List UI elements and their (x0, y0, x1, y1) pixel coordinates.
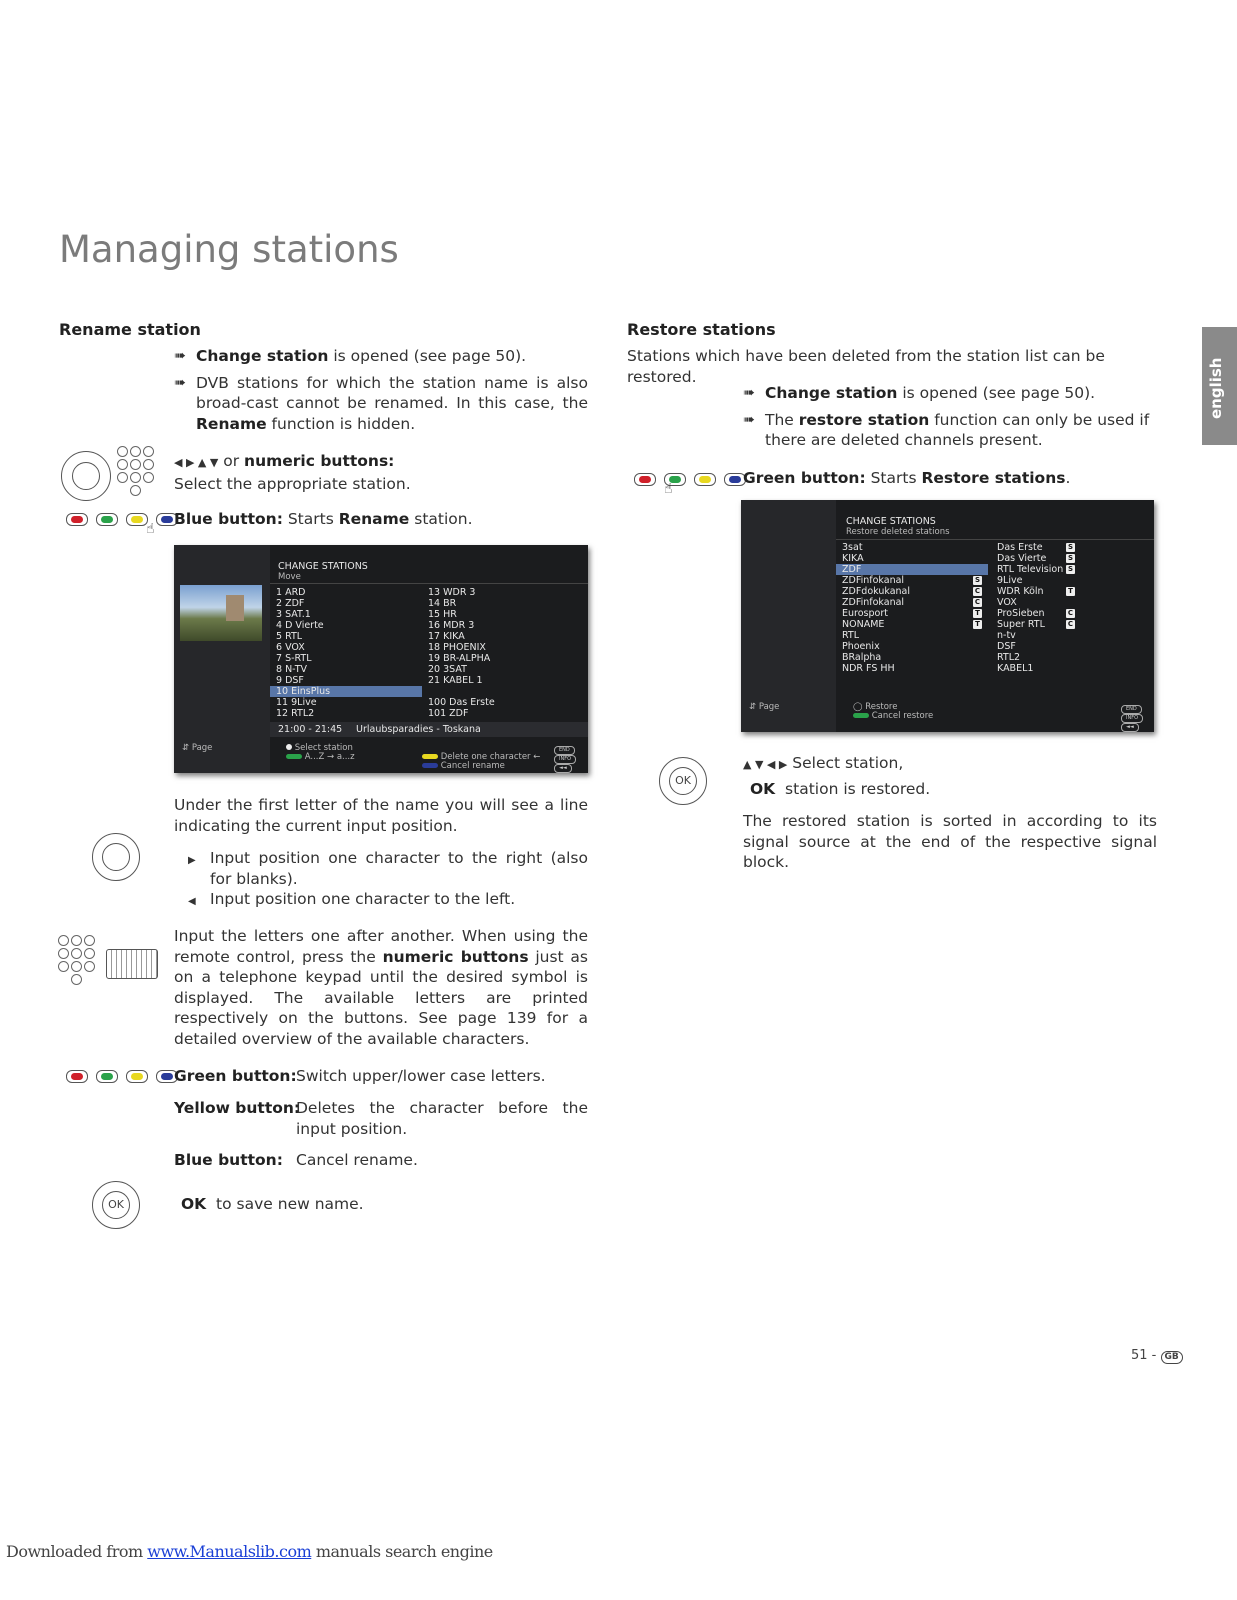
key-end-label: END (554, 746, 575, 755)
station-row (270, 587, 422, 598)
language-tab (1202, 327, 1237, 445)
arrow-keys-icon: ▲ ▼ ◀ ▶ (743, 758, 788, 771)
station-row (991, 630, 1081, 641)
screen-title: CHANGE STATIONS (846, 516, 936, 527)
station-name: RTL (842, 630, 860, 641)
station-name: 18 PHOENIX (428, 642, 486, 653)
text: Select the appropriate station. (174, 474, 411, 493)
station-name: 20 3SAT (428, 664, 467, 675)
move-left-step (188, 889, 588, 910)
station-row (422, 631, 546, 642)
text: Input position one character to the right (also for blanks). (210, 849, 588, 888)
cancel-restore-hint (853, 711, 933, 721)
page-updown-icon: ⇵ (182, 743, 192, 753)
station-name: Super RTL (997, 619, 1045, 630)
key-back (554, 761, 572, 773)
az-hint-text: A...Z → a...z (304, 752, 355, 762)
station-row (422, 697, 546, 708)
red-button-icon (66, 513, 88, 526)
text: or (218, 452, 245, 470)
screen-title: CHANGE STATIONS (278, 561, 368, 572)
station-name: ZDFdokukanal (842, 586, 910, 597)
station-row (836, 630, 988, 641)
bold-text: Rename (196, 414, 267, 433)
text: Starts (865, 469, 922, 487)
key-back-label: ◄◄ (554, 764, 572, 773)
station-name: ZDF (842, 564, 862, 575)
navigation-pad-icon (61, 451, 111, 501)
station-row (836, 641, 988, 652)
key-back-label: ◄◄ (1121, 723, 1139, 732)
input-position-steps (188, 848, 588, 910)
station-row (991, 564, 1081, 575)
station-row (836, 663, 988, 674)
key-end-label: END (1121, 705, 1142, 714)
station-name: 5 RTL (276, 631, 303, 642)
green-button-row (174, 1066, 297, 1087)
rename-bullets (174, 346, 588, 434)
yellow-button-icon (126, 1070, 148, 1083)
cancel-hint-text: Cancel rename (440, 761, 505, 771)
station-row (991, 619, 1081, 630)
yellow-pill-icon (422, 754, 438, 759)
station-row (991, 542, 1081, 553)
station-row (270, 653, 422, 664)
signal-badge: C (974, 587, 981, 595)
text: is opened (see page 50). (328, 347, 527, 365)
signal-badge: T (973, 620, 982, 629)
page-number-text: 51 - (1131, 1348, 1157, 1363)
station-name: 7 S-RTL (276, 653, 312, 664)
station-row (836, 542, 988, 553)
station-name: n-tv (997, 630, 1016, 641)
screen-subtitle: Restore deleted stations (846, 527, 950, 537)
station-row (991, 608, 1081, 619)
bold-text: Change station (196, 347, 329, 365)
bold-text: Yellow button: (174, 1099, 301, 1117)
text: function is hidden. (266, 414, 416, 433)
page-number (1131, 1348, 1183, 1364)
screen-subtitle: Move (278, 572, 301, 582)
epg-bar (270, 722, 588, 737)
text: DVB stations for which the station name is also broad-cast cannot be renamed. In this case, the (196, 373, 588, 412)
bold-text: numeric buttons (382, 947, 529, 966)
station-row (422, 598, 546, 609)
station-name: Das Erste (997, 542, 1043, 553)
station-name: 13 WDR 3 (428, 587, 476, 598)
text: station is restored. (785, 780, 931, 798)
restore-bullets (743, 383, 1157, 451)
station-row (991, 553, 1081, 564)
signal-badge: C (1067, 620, 1074, 628)
station-name: 21 KABEL 1 (428, 675, 483, 686)
station-row (836, 608, 988, 619)
station-name: BRalpha (842, 652, 882, 663)
station-row (422, 642, 546, 653)
station-name: WDR Köln (997, 586, 1044, 597)
station-row (422, 609, 546, 620)
language-tab-label: english (1207, 357, 1225, 419)
text: is opened (see page 50). (897, 384, 1096, 402)
numeric-keypad-icon (58, 935, 95, 985)
text: just as on a telephone keypad until the desired symbol is displayed. The available letters are printed respectively on the buttons. See page 139 for a detailed overview of the available characters. (174, 947, 588, 1048)
bold-text: Blue button: (174, 510, 283, 528)
change-stations-move-screen (174, 545, 588, 773)
station-row (270, 609, 422, 620)
green-button-icon (96, 1070, 118, 1083)
arrow-icon: ➠ (743, 385, 755, 401)
screen-left-panel (174, 545, 270, 773)
restore-deleted-stations-screen (741, 500, 1154, 732)
pointing-hand-icon: ☝ (146, 521, 155, 537)
bullet-change-station (174, 346, 588, 367)
station-row (270, 697, 422, 708)
key-info-label: INFO (1121, 714, 1143, 723)
epg-time: 21:00 - 21:45 (278, 724, 343, 735)
restore-intro: Stations which have been deleted from the station list can be restored. (627, 347, 1105, 386)
station-list-col2 (422, 587, 546, 719)
station-name: 1 ARD (276, 587, 306, 598)
station-name: DSF (997, 641, 1016, 652)
station-row (991, 641, 1081, 652)
station-name: RTL Television (997, 564, 1064, 575)
deleted-list-col2 (991, 542, 1081, 674)
rename-station-heading: Rename station (59, 320, 201, 339)
left-right-icon (286, 744, 292, 750)
station-row (270, 675, 422, 686)
station-row (836, 564, 988, 575)
navigation-pad-icon (92, 833, 140, 881)
station-name: 6 VOX (276, 642, 305, 653)
station-name: KIKA (842, 553, 864, 564)
station-name: 19 BR-ALPHA (428, 653, 491, 664)
yellow-button-row (174, 1098, 300, 1119)
page-hint (182, 743, 212, 753)
text: Select station, (792, 754, 904, 772)
page-label: Page (191, 743, 213, 753)
key-info-label: INFO (554, 755, 576, 764)
ok-save-step (181, 1194, 364, 1215)
station-name: ZDFinfokanal (842, 575, 905, 586)
station-row (836, 597, 988, 608)
green-button-icon (96, 513, 118, 526)
text: function can only be used if there are deleted channels present. (765, 410, 1150, 449)
color-buttons-icon (634, 473, 746, 486)
numeric-keypad-icon (117, 446, 154, 496)
station-name: NONAME (842, 619, 885, 630)
text: station. (409, 510, 473, 528)
station-row (270, 686, 422, 697)
color-buttons-icon (66, 513, 178, 526)
station-name: 10 EinsPlus (276, 686, 331, 697)
station-row (991, 586, 1081, 597)
station-name: 17 KIKA (428, 631, 465, 642)
station-name: 12 RTL2 (276, 708, 315, 719)
station-row (270, 642, 422, 653)
bold-text: Green button: (174, 1067, 297, 1085)
station-name: KABEL1 (997, 663, 1034, 674)
arrow-icon: ➠ (743, 411, 755, 428)
station-name: 101 ZDF (428, 708, 469, 719)
signal-badge: S (1067, 554, 1074, 562)
station-name: Eurosport (842, 608, 888, 619)
station-row (422, 653, 546, 664)
green-button-step (743, 468, 1070, 489)
station-row (422, 587, 546, 598)
yellow-button-desc: Deletes the character before the input position. (296, 1099, 588, 1138)
arrow-icon: ➠ (174, 374, 186, 391)
station-name: 100 Das Erste (428, 697, 495, 708)
signal-badge: S (1067, 565, 1074, 573)
pointing-hand-icon: ☝ (664, 481, 673, 497)
blue-pill-icon (422, 763, 438, 768)
signal-badge: S (1067, 543, 1074, 551)
key-back (1121, 720, 1139, 732)
station-name: 15 HR (428, 609, 457, 620)
footer-suffix: manuals search engine (311, 1542, 493, 1561)
station-row (270, 708, 422, 719)
delete-hint-text: Delete one character ← (440, 752, 541, 762)
input-position-paragraph: Under the first letter of the name you will see a line indicating the current input position. (174, 796, 588, 835)
green-button-desc: Switch upper/lower case letters. (296, 1067, 546, 1085)
input-letters-paragraph (174, 926, 588, 1049)
station-name: 11 9Live (276, 697, 317, 708)
text: Starts (282, 510, 339, 528)
blue-button-desc: Cancel rename. (296, 1151, 418, 1169)
station-name: VOX (997, 597, 1017, 608)
station-row (270, 631, 422, 642)
station-row (836, 553, 988, 564)
station-row (991, 575, 1081, 586)
page-title: Managing stations (59, 228, 399, 271)
station-name: 9 DSF (276, 675, 304, 686)
station-row (270, 664, 422, 675)
navigation-pad-icon (92, 1181, 140, 1229)
station-name: 16 MDR 3 (428, 620, 475, 631)
deleted-list-col1 (836, 542, 988, 674)
tower-shape (226, 595, 244, 621)
red-button-icon (66, 1070, 88, 1083)
text: The (765, 410, 799, 429)
station-name: Phoenix (842, 641, 880, 652)
yellow-button-icon (694, 473, 716, 486)
country-badge: GB (1161, 1351, 1183, 1364)
station-row (270, 598, 422, 609)
bold-text: numeric buttons: (244, 452, 395, 470)
bullet-change-station (743, 383, 1157, 404)
station-row (991, 597, 1081, 608)
green-pill-icon (286, 754, 302, 759)
bold-text: Green button: (743, 469, 866, 487)
left-arrow-icon: ◀ (188, 896, 196, 907)
text: to save new name. (216, 1195, 364, 1213)
station-name: Das Vierte (997, 553, 1047, 564)
arrow-icon: ➠ (174, 348, 186, 364)
signal-badge: T (973, 609, 982, 618)
restore-hint-text: Restore (865, 702, 898, 712)
bold-text: restore station (798, 410, 930, 429)
signal-badge: C (974, 598, 981, 606)
blue-button-step (174, 509, 473, 530)
station-row (991, 652, 1081, 663)
ok-center-icon: OK (102, 1191, 130, 1219)
bullet-restore-note (743, 410, 1157, 451)
blue-button-row (174, 1150, 283, 1171)
station-row (422, 664, 546, 675)
cancel-restore-text: Cancel restore (871, 711, 934, 721)
page-updown-icon: ⇵ (749, 702, 759, 712)
ok-label: OK (181, 1195, 207, 1213)
text: . (1065, 469, 1071, 487)
cancel-hint (422, 761, 505, 771)
yellow-button-icon (126, 513, 148, 526)
keyboard-icon (106, 949, 158, 979)
arrow-keys-icon: ◀ ▶ ▲ ▼ (174, 456, 219, 469)
screen-left-panel (741, 500, 836, 732)
select-station-step (743, 753, 903, 776)
footer-prefix: Downloaded from (6, 1542, 148, 1561)
green-pill-icon (853, 713, 869, 718)
restore-stations-heading: Restore stations (627, 320, 776, 339)
text: Input the letters one after another. When using the remote control, press the (174, 927, 588, 966)
station-name: 2 ZDF (276, 598, 305, 609)
station-list-col1 (270, 587, 422, 719)
text: Input position one character to the left. (210, 890, 516, 908)
restored-sorting-paragraph: The restored station is sorted in according to its signal source at the end of the respective signal block. (743, 812, 1157, 871)
select-station-step (174, 451, 411, 494)
preview-image (180, 585, 262, 641)
station-row (836, 652, 988, 663)
station-name: 8 N-TV (276, 664, 308, 675)
station-name: 3sat (842, 542, 863, 553)
bold-text: Change station (765, 384, 898, 402)
bullet-dvb-note (174, 373, 588, 435)
manualslib-link[interactable]: www.Manualslib.com (147, 1542, 312, 1561)
signal-badge: C (1067, 609, 1074, 617)
station-row (422, 686, 546, 697)
move-right-step (188, 848, 588, 889)
ok-restore-step (750, 779, 930, 800)
navigation-pad-icon (659, 757, 707, 805)
select-hint-text: Select station (294, 743, 353, 753)
bold-text: Blue button: (174, 1151, 283, 1169)
station-row (836, 575, 988, 586)
page-hint (749, 702, 779, 712)
station-row (422, 708, 546, 719)
ok-center-icon (72, 462, 100, 490)
signal-badge: T (1066, 587, 1075, 596)
red-button-icon (634, 473, 656, 486)
station-name: 14 BR (428, 598, 457, 609)
station-name: RTL2 (997, 652, 1021, 663)
station-name: 9Live (997, 575, 1023, 586)
station-row (836, 586, 988, 597)
ok-label: OK (750, 780, 776, 798)
station-name: 3 SAT.1 (276, 609, 311, 620)
download-footer (6, 1542, 493, 1561)
ok-center-icon: OK (669, 767, 697, 795)
bold-text: Restore stations (921, 469, 1066, 487)
station-name: 4 D Vierte (276, 620, 324, 631)
station-row (991, 663, 1081, 674)
epg-program: Urlaubsparadies - Toskana (356, 724, 481, 735)
bold-text: Rename (338, 510, 410, 528)
right-arrow-icon: ▶ (188, 855, 196, 866)
signal-badge: S (974, 576, 981, 584)
ok-small-icon: ◯ (853, 702, 863, 712)
station-row (422, 675, 546, 686)
ok-center-icon (102, 843, 130, 871)
station-row (422, 620, 546, 631)
station-row (836, 619, 988, 630)
page-label: Page (758, 702, 780, 712)
az-hint (286, 752, 355, 762)
station-row (270, 620, 422, 631)
station-name: NDR FS HH (842, 663, 895, 674)
station-name: ZDFinfokanal (842, 597, 905, 608)
color-buttons-icon (66, 1070, 178, 1083)
station-name: ProSieben (997, 608, 1045, 619)
